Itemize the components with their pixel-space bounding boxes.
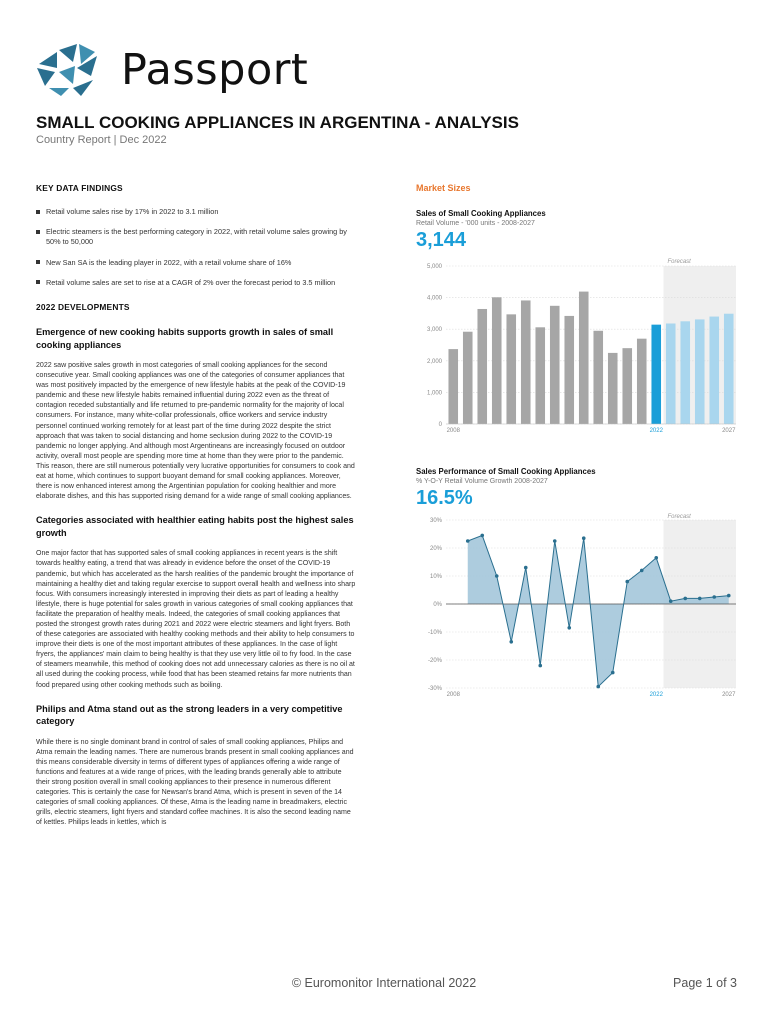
volume-chart-subtitle: Retail Volume - '000 units - 2008-2027: [416, 220, 535, 227]
bar: [550, 306, 560, 424]
passport-logo: [35, 42, 308, 98]
growth-chart-subtitle: % Y-O-Y Retail Volume Growth 2008-2027: [416, 478, 548, 485]
bar: [506, 314, 516, 424]
growth-point: [669, 599, 673, 603]
left-column: [36, 183, 356, 840]
bar: [680, 321, 690, 424]
report-title: SMALL COOKING APPLIANCES IN ARGENTINA - ANALYSIS: [36, 113, 519, 132]
key-findings-list: [36, 207, 356, 288]
growth-point: [698, 597, 702, 601]
growth-point: [495, 574, 499, 578]
volume-chart-title: Sales of Small Cooking Appliances: [416, 209, 546, 218]
bar: [637, 339, 647, 424]
growth-area-chart: [416, 510, 738, 700]
growth-point: [683, 597, 687, 601]
bar: [724, 314, 734, 424]
growth-point: [625, 580, 629, 584]
y-tick-label: 1,000: [426, 390, 442, 397]
growth-point: [480, 534, 484, 538]
bar: [651, 325, 661, 424]
finding-item: Retail volume sales rise by 17% in 2022 to 3.1 million: [36, 207, 356, 217]
x-tick-label: 2008: [446, 428, 460, 434]
growth-chart-title: Sales Performance of Small Cooking Appliances: [416, 467, 596, 476]
section-heading-habits: Emergence of new cooking habits supports growth in sales of small cooking appliances: [36, 327, 334, 350]
section-body-healthier: One major factor that has supported sales of small cooking appliances in recent years is the shift towards healthy eating, a trend that was already in evidence before the onset of the COVID-19 pandemic, but which has accelerated as the harsh realities of the pandemic brought the importance of maintaining a healthy diet and taking regular exercise to support overall health and wellness into sharp focus. With consumers increasingly interested in improving their diets as part of leading a healthy lifestyle, there is huge potential for sales growth in various categories of small cooking appliances that facilitate the preparation of healthy meals. Indeed, the categories of small cooking appliances that posted the strongest growth rates during 2021 and 2022 were electric steamers and light fryers. Both of these categories are associated with healthy cooking methods and their ability to help consumers to improve their diets is one of the most important attributes of these appliances. In the case of light fryers, the appliances' main claim to being healthy is that they use very little oil to fry food. In the case of steamers meanwhile, this method of cooking does not add unnecessary calories as there is no oil at all used during the cooking process, while food that has been steamed retains far more nutrients than food prepared using other cooking methods such as boiling.: [36, 550, 356, 689]
bar: [564, 316, 574, 424]
y-tick-label: 30%: [429, 518, 442, 524]
bar: [448, 349, 458, 424]
x-tick-label: 2022: [649, 692, 663, 698]
y-tick-label: 4,000: [426, 295, 442, 302]
y-tick-label: -30%: [427, 686, 442, 692]
brand-name: Passport: [121, 45, 309, 95]
growth-point: [553, 539, 557, 543]
growth-point: [654, 556, 658, 560]
bar: [622, 348, 632, 424]
growth-point: [640, 569, 644, 573]
x-tick-label: 2022: [649, 428, 663, 434]
forecast-label: Forecast: [667, 514, 691, 520]
growth-point: [611, 671, 615, 675]
bar: [535, 327, 545, 424]
footer-copyright: © Euromonitor International 2022: [291, 976, 477, 990]
growth-headline-value: 16.5%: [416, 487, 473, 509]
bar: [709, 317, 719, 424]
key-findings-heading: KEY DATA FINDINGS: [36, 183, 123, 193]
bar: [492, 297, 502, 424]
growth-point: [466, 539, 470, 543]
volume-bar-chart: [416, 252, 738, 437]
bar: [593, 331, 603, 424]
y-tick-label: 0: [438, 422, 442, 428]
bar: [477, 309, 487, 424]
report-subtitle: Country Report | Dec 2022: [36, 134, 167, 146]
growth-point: [567, 626, 571, 630]
passport-globe-icon: [35, 42, 107, 98]
x-tick-label: 2027: [722, 692, 736, 698]
growth-point: [509, 640, 513, 644]
x-tick-label: 2027: [722, 428, 736, 434]
section-heading-healthier: Categories associated with healthier eating habits post the highest sales growth: [36, 515, 354, 538]
volume-chart-block: [416, 209, 738, 437]
finding-item: New San SA is the leading player in 2022, with a retail volume share of 16%: [36, 258, 356, 268]
footer-page-number: Page 1 of 3: [673, 976, 737, 990]
y-tick-label: 20%: [429, 546, 442, 552]
y-tick-label: -20%: [427, 658, 442, 664]
growth-chart-block: [416, 467, 738, 700]
growth-point: [538, 664, 542, 668]
y-tick-label: 5,000: [426, 264, 442, 270]
bar: [521, 300, 531, 424]
growth-point: [596, 685, 600, 689]
finding-item: Electric steamers is the best performing category in 2022, with retail volume sales growing by 50% to 50,000: [36, 227, 356, 247]
bar: [666, 324, 676, 424]
developments-heading: 2022 DEVELOPMENTS: [36, 302, 130, 313]
growth-point: [582, 536, 586, 540]
y-tick-label: 2,000: [426, 358, 442, 365]
forecast-label: Forecast: [667, 259, 691, 265]
y-tick-label: 3,000: [426, 327, 442, 334]
volume-headline-value: 3,144: [416, 229, 467, 251]
section-body-leaders: While there is no single dominant brand in control of sales of small cooking appliances, Philips and Atma remain the leading names. There are numerous brands present in small cooking appliances and this means considerable diversity in terms of different types of appliances offering a wide range of functions and features at a wide range of prices, with the leading brands generally able to attribute their strong position overall in small cooking appliances to their presence in numerous different categories. This is certainly the case for Newsan's brand Atma, which is present in seven of the 14 categories of small cooking appliances. Of these, Atma is the leading name in breadmakers, electric grills, electric steamers, light fryers and standard coffee machines. It is also the second leading name of kettles. Philips leads in kettles, which is: [36, 738, 354, 827]
growth-point: [712, 595, 716, 599]
y-tick-label: -10%: [427, 630, 442, 636]
market-sizes-heading: Market Sizes: [416, 183, 471, 193]
section-heading-leaders: Philips and Atma stand out as the strong leaders in a very competitive category: [36, 703, 343, 727]
right-column: [416, 183, 738, 700]
bar: [463, 332, 473, 424]
bar: [608, 353, 618, 424]
finding-item: Retail volume sales are set to rise at a CAGR of 2% over the forecast period to 3.5 million: [36, 278, 356, 288]
section-body-habits: 2022 saw positive sales growth in most categories of small cooking appliances for the second consecutive year. Small cooking appliances was one of the categories of consumer appliances that was most positively impacted by the emergence of new lifestyle habits at the peak of the COVID-19 pandemic and these new lifestyle habits remained influential during 2022 even as the threat of contagion receded substantially and life returned to pre-pandemic normality for the majority of local consumers. For instance, many white-collar professionals, office workers and service industry personnel continued working remotely for at least part of the time during 2022 despite the strict approach that was taken to social distancing and home seclusion during 2022 to the COVID-19 pandemic no longer applying. And although most Argentineans are increasingly focused on outdoor activity, overall most people are spending more time at home than they were prior to the pandemic. This reason, there are still numerous potentially very lucrative opportunities for consumers to cook and eat at home, which continues to support buoyant demand for small cooking appliances. Moreover, there is now enhanced interest among the Argentinian population for cooking healthier and more elaborate dishes, and this has supported rising demand for a wide range of small cooking appliances.: [36, 362, 355, 501]
y-tick-label: 10%: [429, 574, 442, 580]
growth-point: [524, 566, 528, 570]
growth-point: [727, 594, 731, 598]
x-tick-label: 2008: [446, 692, 460, 698]
bar: [579, 292, 589, 424]
y-tick-label: 0%: [433, 602, 442, 608]
bar: [695, 319, 705, 424]
